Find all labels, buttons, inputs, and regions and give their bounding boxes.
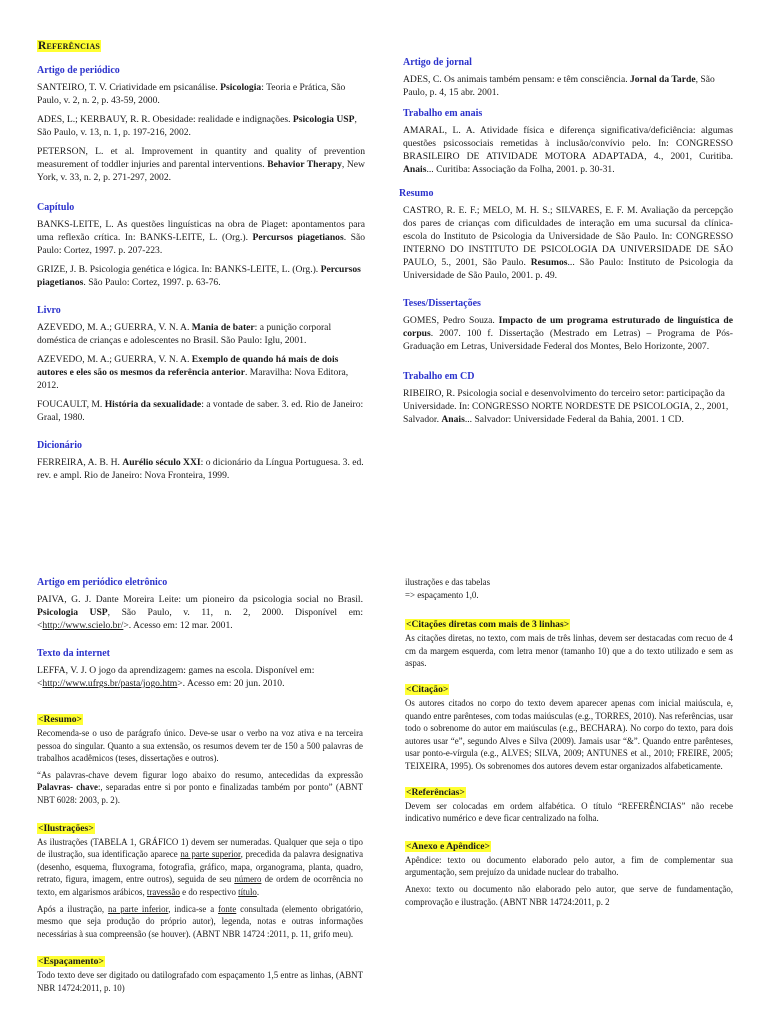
- reference-entry: ADES, L.; KERBAUY, R. R. Obesidade: realidade e indignações. Psicologia USP, São Paulo, v. 13, n. 1, p. 197-216, 2002.: [37, 114, 357, 138]
- guideline-paragraph: As ilustrações (TABELA 1, GRÁFICO 1) devem ser numeradas. Qualquer que seja o tipo de ilustração, sua identificação aparece na parte superior, precedida da palavra designativa (desenho, esquema, fluxograma, fotografia, gráfico, mapa, organograma, planta, quadro, retrato, figura, imagem, entre outros), seguida de seu número de ordem de ocorrência no texto, em algarismos arábicos, travessão e do respectivo título.: [37, 836, 364, 897]
- reference-entry: BANKS-LEITE, L. As questões linguísticas na obra de Piaget: apontamentos para uma reflexão crítica. In: BANKS-LEITE, L. (Org.). Percursos piagetianos. São Paulo: Cortez, 1997. p. 207-223.: [37, 219, 366, 256]
- reference-entry: AMARAL, L. A. Atividade física e diferença significativa/deficiência: algumas questões psicossociais remetidas à inclusão/convívio pelo. In: CONGRESSO BRASILEIRO DE ATIVIDADE MOTORA ADAPTADA, 4., 2001, Curitiba. Anais... Curitiba: Associação da Folha, 2001. p. 30-31.: [403, 125, 733, 175]
- highlight-anexo-apendice: <Anexo e Apêndice>: [406, 840, 490, 852]
- reference-entry: GOMES, Pedro Souza. Impacto de um programa estruturado de linguística de corpus. 2007. 100 f. Dissertação (Mestrado em Letras) – Programa de Pós-Graduação em Letras, Universidade Federal dos Montes, Belo Horizonte, 2007.: [403, 315, 733, 352]
- right-top-column: [399, 57, 734, 432]
- heading-periodico-eletronico: Artigo em periódico eletrônico: [37, 577, 168, 588]
- reference-entry: RIBEIRO, R. Psicologia social e desenvolvimento do terceiro setor: participação da Universidade. In: CONGRESSO NORTE NORDESTE DE PSICOLOGIA, 2., 2001, Salvador. Anais... Salvador: Universidade Federal da Bahia, 2001. 1 CD.: [403, 388, 729, 425]
- highlight-citacoes-diretas: <Citações diretas com mais de 3 linhas>: [406, 619, 570, 631]
- guideline-paragraph: ilustrações e das tabelas: [405, 577, 491, 587]
- guideline-paragraph: Recomenda-se o uso de parágrafo único. Deve-se usar o verbo na voz ativa e na terceira pessoa do singular. Quanto a sua extensão, os resumos devem ter de 150 a 500 palavras de trabalhos acadêmicos (teses, dissertações e outros).: [37, 728, 363, 764]
- right-bottom-column: [405, 576, 733, 912]
- page-title: Referências: [38, 40, 101, 52]
- reference-entry: PAIVA, G. J. Dante Moreira Leite: um pioneiro da psicologia social no Brasil. Psicologia USP, São Paulo, v. 11, n. 2, 2000. Disponível em: <http://www.scielo.br/>. Acesso em: 12 mar. 2001.: [37, 594, 363, 631]
- left-bottom-column: [37, 577, 363, 999]
- reference-entry: ADES, C. Os animais também pensam: e têm consciência. Jornal da Tarde, São Paulo, p. 4, 15 abr. 2001.: [403, 74, 715, 98]
- heading-trabalho-cd: Trabalho em CD: [403, 371, 475, 382]
- heading-texto-internet: Texto da internet: [37, 648, 110, 659]
- guideline-paragraph: “As palavras-chave devem figurar logo abaixo do resumo, antecedidas da expressão Palavras- chave:, separadas entre si por ponto e finalizadas também por ponto” (ABNT NBT 6028: 2003, p. 2).: [37, 769, 363, 805]
- heading-livro: Livro: [37, 305, 61, 316]
- guideline-paragraph: Os autores citados no corpo do texto devem aparecer apenas com inicial maiúscula, e, quando entre parênteses, com todas maiúsculas (e.g., TORRES, 2010). Nas referências, usar todo o sobrenome do autor em maiúsculas (e.g., BECHARA). No corpo do texto, para dois autores usar “e”, segundo Alves e Silva (2009). Jamais usar “&”. Quando entre parênteses, usar ponto-e-vírgula (e.g., ALVES; SILVA, 2009; ANTUNES et al., 2010; FREIRE, 2005; TEIXEIRA, 1995). Os sobrenomes dos autores devem estar organizados alfabeticamente.: [405, 697, 733, 771]
- reference-entry: AZEVEDO, M. A.; GUERRA, V. N. A. Mania de bater: a punição corporal doméstica de crianças e adolescentes no Brasil. São Paulo: Iglu, 2001.: [37, 322, 332, 346]
- reference-entry: FERREIRA, A. B. H. Aurélio século XXI: o dicionário da Língua Portuguesa. 3. ed. rev. e ampl. Rio de Janeiro: Nova Fronteira, 1999.: [37, 457, 364, 481]
- reference-entry: AZEVEDO, M. A.; GUERRA, V. N. A. Exemplo de quando há mais de dois autores e eles são os mesmos da referência anterior. Maravilha: Nova Editora, 2012.: [37, 354, 349, 391]
- heading-artigo-jornal: Artigo de jornal: [403, 57, 472, 68]
- highlight-ilustracoes: <Ilustrações>: [38, 822, 94, 834]
- reference-entry: PETERSON, L. et al. Improvement in quantity and quality of prevention measurement of toddler injuries and parental interventions. Behavior Therapy, New York, v. 33, n. 2, p. 271-297, 2002.: [37, 146, 365, 183]
- heading-dicionario: Dicionário: [37, 440, 82, 451]
- highlight-citacao: <Citação>: [406, 683, 449, 695]
- guideline-paragraph: Anexo: texto ou documento não elaborado pelo autor, que serve de fundamentação, comprovação e ilustração. (ABNT NBR 14724:2011, p. 2: [405, 883, 733, 907]
- highlight-espacamento: <Espaçamento>: [38, 956, 104, 968]
- reference-entry: CASTRO, R. E. F.; MELO, M. H. S.; SILVARES, E. F. M. Avaliação da percepção dos pares de crianças com dificuldades de interação em uma sucursal da clínica-escola do Instituto de Psicologia da Universidade de São Paulo. In: CONGRESSO INTERNO DO INSTITUTO DE PSICOLOGIA DA UNIVERSIDADE DE SÃO PAULO, 5., 2001, São Paulo. Resumos... São Paulo: Instituto de Psicologia da Universidade de São Paulo, 2001. p. 49.: [403, 205, 734, 281]
- heading-teses-dissertacoes: Teses/Dissertações: [403, 298, 481, 309]
- guideline-paragraph: As citações diretas, no texto, com mais de três linhas, devem ser destacadas com recuo de 4 cm da margem esquerda, com letra menor (tamanho 10) que a do texto utilizado e sem as aspas.: [405, 633, 733, 669]
- reference-entry: LEFFA, V. J. O jogo da aprendizagem: games na escola. Disponível em: <http://www.ufrgs.br/pasta/jogo.htm>. Acesso em: 20 jun. 2010.: [37, 665, 315, 689]
- heading-artigo-periodico: Artigo de periódico: [37, 65, 120, 76]
- heading-capitulo: Capítulo: [37, 202, 75, 213]
- guideline-paragraph: Devem ser colocadas em ordem alfabética. O título “REFERÊNCIAS” não recebe indicativo numérico e deve ficar centralizado na folha.: [405, 800, 733, 824]
- scielo-link[interactable]: http://www.scielo.br/: [42, 620, 124, 631]
- highlight-resumo: <Resumo>: [38, 714, 82, 725]
- left-top-column: [37, 36, 365, 488]
- guideline-paragraph: => espaçamento 1,0.: [405, 589, 479, 600]
- ufrgs-link[interactable]: http://www.ufrgs.br/pasta/jogo.htm: [42, 678, 178, 689]
- heading-trabalho-anais: Trabalho em anais: [403, 108, 483, 119]
- reference-entry: FOUCAULT, M. História da sexualidade: a vontade de saber. 3. ed. Rio de Janeiro: Graal, 1980.: [37, 399, 364, 423]
- guideline-paragraph: Apêndice: texto ou documento elaborado pelo autor, a fim de complementar sua argumentação, sem prejuízo da unidade nuclear do trabalho.: [405, 854, 733, 878]
- highlight-referencias: <Referências>: [406, 786, 465, 798]
- reference-entry: GRIZE, J. B. Psicologia genética e lógica. In: BANKS-LEITE, L. (Org.). Percursos piagetianos. São Paulo: Cortez, 1997. p. 63-76.: [37, 264, 361, 288]
- reference-entry: SANTEIRO, T. V. Criatividade em psicanálise. Psicologia: Teoria e Prática, São Paulo, v. 2, n. 2, p. 43-59, 2000.: [37, 82, 346, 106]
- guideline-paragraph: Todo texto deve ser digitado ou datilografado com espaçamento 1,5 entre as linhas, (ABNT NBR 14724:2011, p. 10): [37, 970, 363, 993]
- heading-resumo: Resumo: [399, 188, 434, 199]
- guideline-paragraph: Após a ilustração, na parte inferior, indica-se a fonte consultada (elemento obrigatório, mesmo que seja produção do próprio autor), legenda, notas e outras informações necessárias à sua compreensão (se houver). (ABNT NBR 14724 :2011, p. 11, grifo meu).: [37, 903, 364, 939]
